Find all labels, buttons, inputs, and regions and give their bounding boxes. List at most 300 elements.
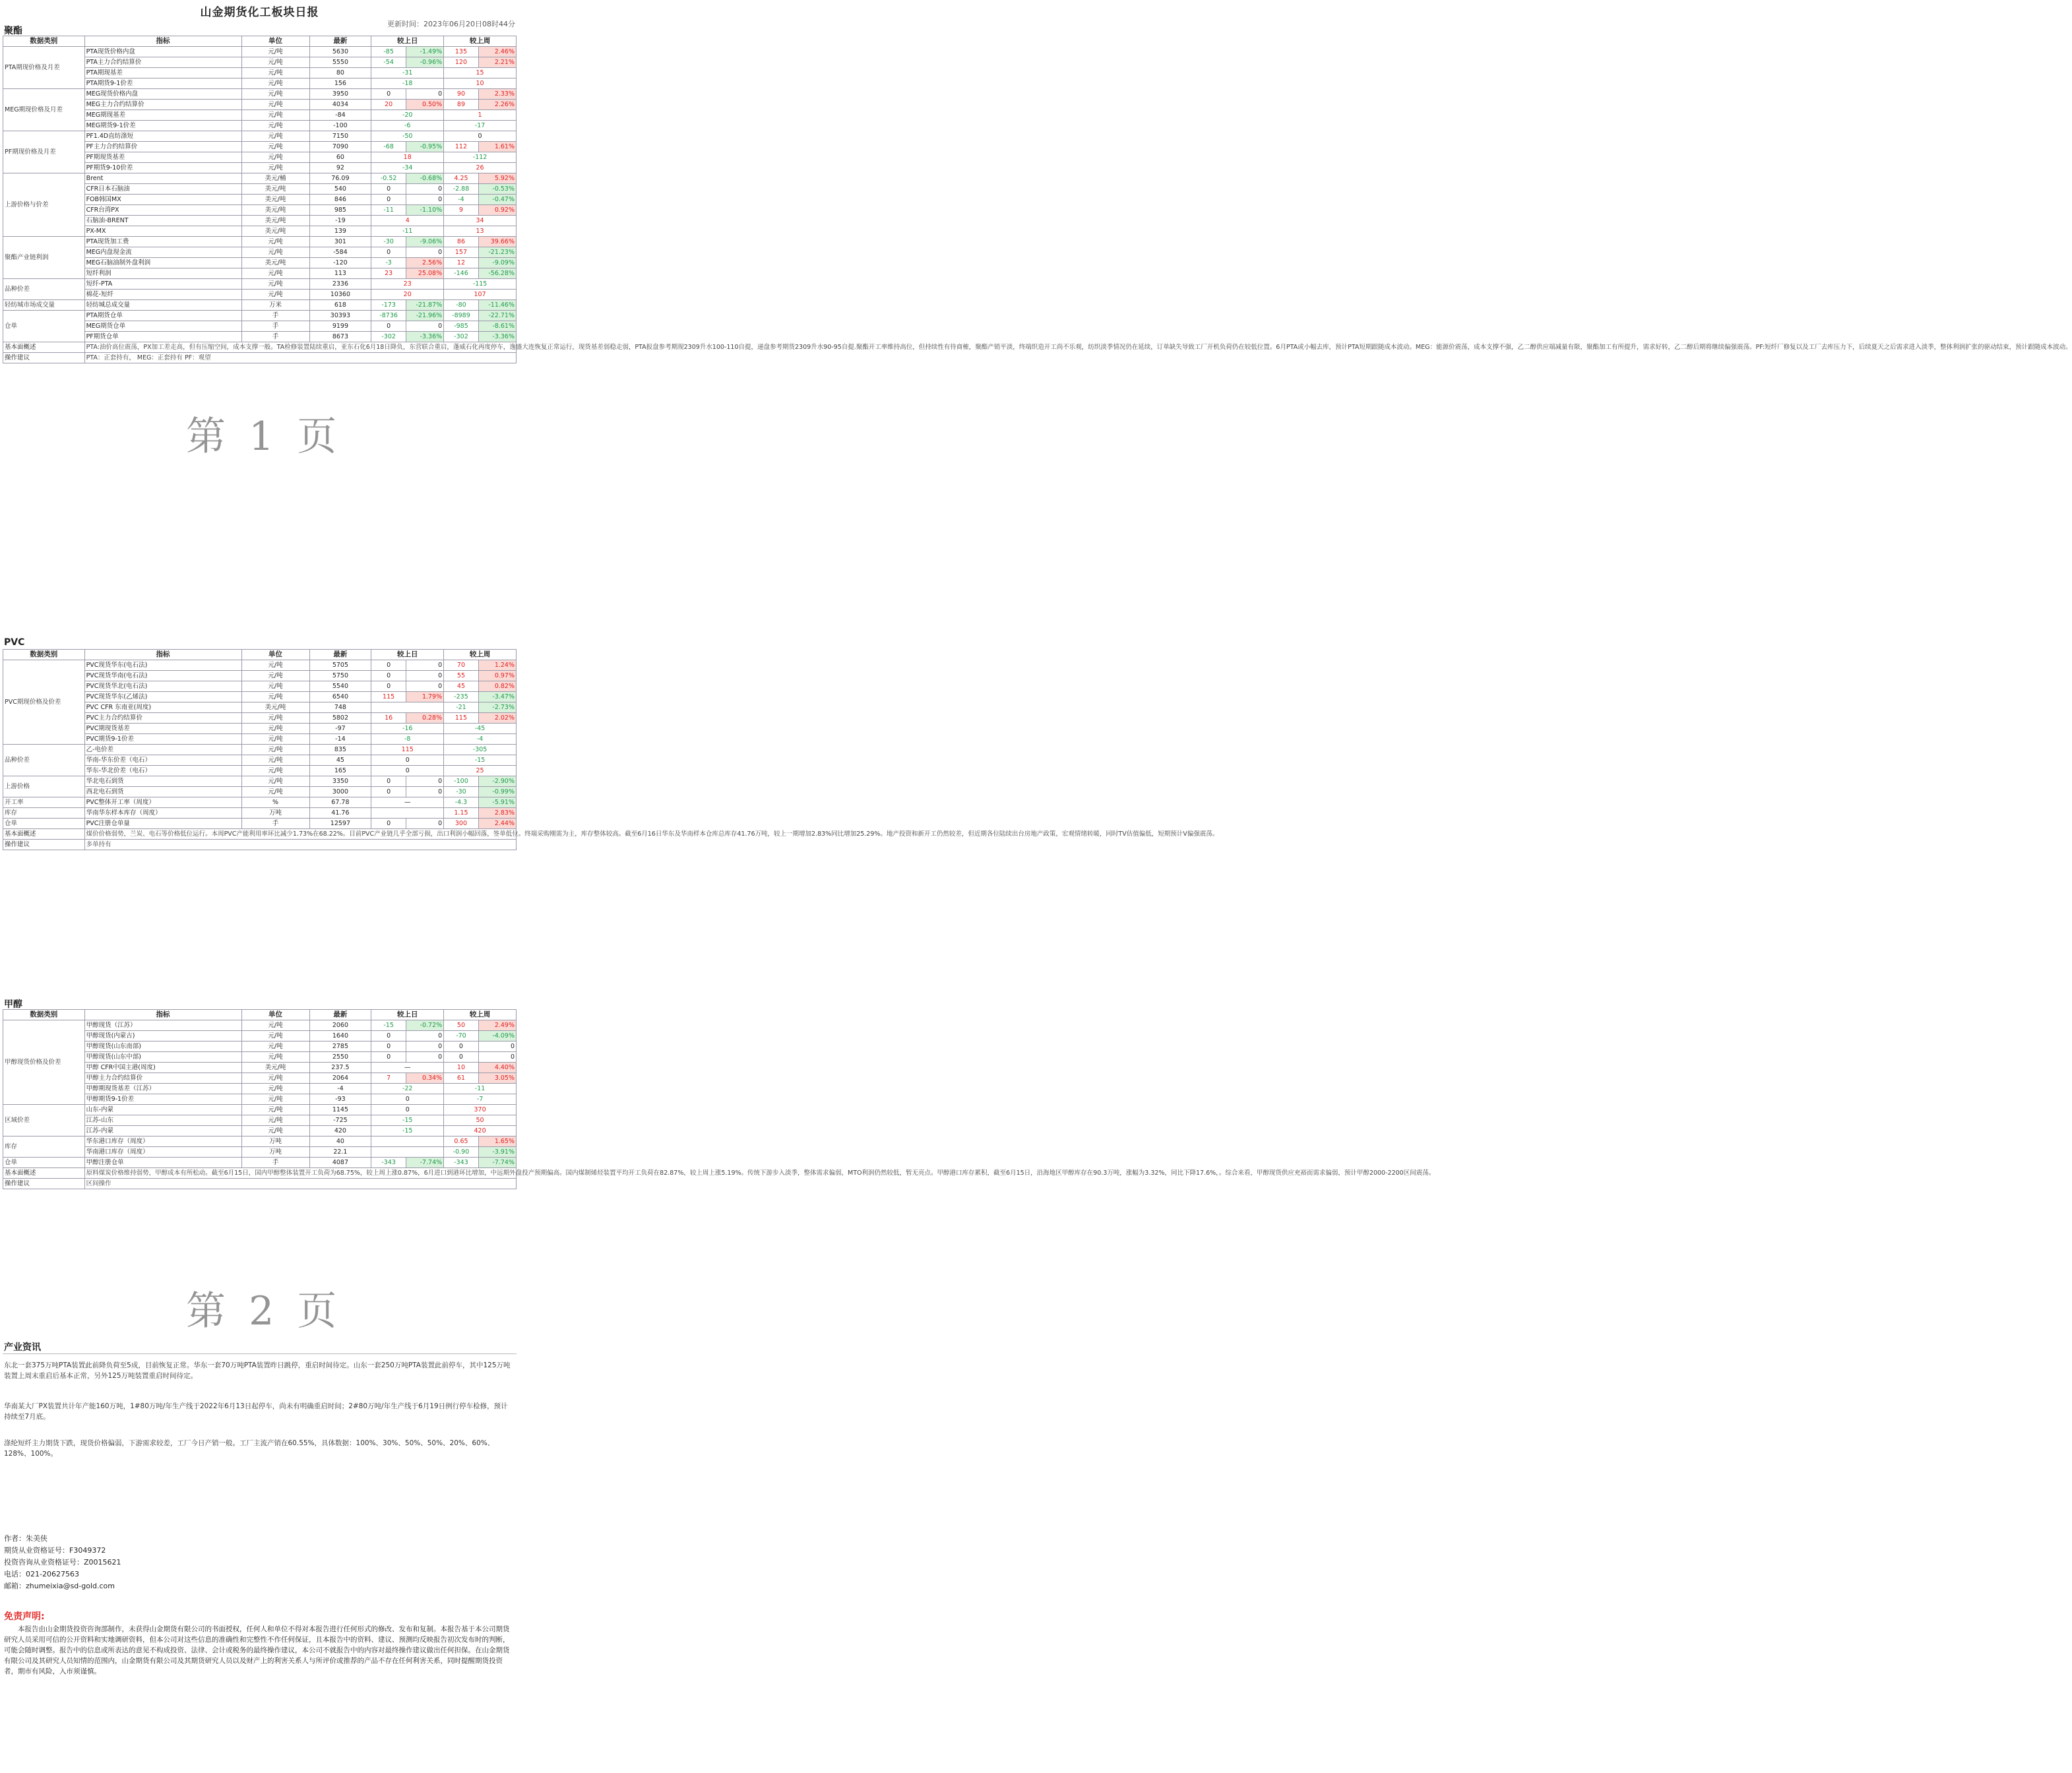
table-row [3,819,517,829]
summary-label: 基本面概述 [3,342,85,353]
divider [3,1353,517,1354]
unit-cell: 手 [241,311,309,321]
unit-cell: 元/吨 [241,290,309,300]
summary-row [3,342,517,353]
indicator-cell: MEG期货9-1价差 [84,121,241,131]
unit-cell: 元/吨 [241,1115,309,1126]
week-change-cell: -4 [444,734,517,745]
week-pct-cell: 2.33% [478,89,516,100]
day-pct-cell: 0.28% [406,713,443,724]
page-watermark-1: 第 1 页 [186,414,342,460]
week-change-cell: 120 [444,57,479,68]
week-pct-cell: 1.24% [478,660,516,671]
unit-cell: 美元/吨 [241,216,309,226]
indicator-cell: Brent [84,173,241,184]
indicator-cell: PF主力合约结算价 [84,142,241,152]
advice-text: PTA：正套持有， MEG：正套持有 PF：观望 [84,353,516,363]
table-row [3,300,517,311]
header-latest: 最新 [309,650,371,660]
week-change-cell: 25 [444,766,517,776]
latest-cell: 7090 [309,142,371,152]
day-pct-cell: 0 [406,1042,443,1052]
table-header-row [3,650,517,660]
author: 作者：朱美侠 [4,1534,47,1543]
week-pct-cell: 0 [478,1052,516,1063]
indicator-cell: 甲醇 CFR中国主港(周度) [84,1063,241,1073]
week-change-cell: 89 [444,100,479,110]
day-change-cell [371,702,444,713]
week-change-cell: -2.88 [444,184,479,195]
contact-block [4,1533,121,1592]
week-pct-cell: -0.47% [478,195,516,205]
week-change-cell: -4 [444,195,479,205]
week-change-cell: 420 [444,1126,517,1136]
unit-cell: 元/吨 [241,713,309,724]
day-change-cell: 0 [371,321,406,332]
table-row [3,1158,517,1168]
day-pct-cell: 0 [406,681,443,692]
table-row [3,131,517,142]
latest-cell: -19 [309,216,371,226]
day-change-cell: -30 [371,237,406,247]
latest-cell: 12597 [309,819,371,829]
header-prev-day: 较上日 [371,36,444,47]
week-change-cell: 0 [444,1042,479,1052]
section-polyester-title: 聚酯 [4,26,22,36]
week-pct-cell: 2.46% [478,47,516,57]
indicator-cell: PTA主力合约结算价 [84,57,241,68]
indicator-cell: 江苏-内蒙 [84,1126,241,1136]
unit-cell: 元/吨 [241,142,309,152]
report-title: 山金期货化工板块日报 [200,6,319,19]
advice-row [3,1179,517,1189]
latest-cell: -4 [309,1084,371,1094]
week-pct-cell: -2.90% [478,776,516,787]
news-item-2: 华南某大厂PX装置共计年产能160万吨，1#80万吨/年生产线于2022年6月13日起停车，尚未有明确重启时间；2#80万吨/年生产线于6月19日例行停车检修，预计持续至7月底。 [4,1402,508,1421]
day-pct-cell: 0 [406,660,443,671]
latest-cell: 5550 [309,57,371,68]
day-change-cell: 0 [371,1052,406,1063]
unit-cell: 元/吨 [241,131,309,142]
unit-cell: 万米 [241,300,309,311]
unit-cell: 元/吨 [241,1073,309,1084]
day-change-cell: 4 [371,216,444,226]
unit-cell: 手 [241,819,309,829]
week-change-cell: -343 [444,1158,479,1168]
header-indicator: 指标 [84,650,241,660]
day-change-cell: 23 [371,268,406,279]
unit-cell: 元/吨 [241,755,309,766]
summary-row [3,829,517,840]
latest-cell: 237.5 [309,1063,371,1073]
indicator-cell: MEG主力合约结算价 [84,100,241,110]
header-latest: 最新 [309,36,371,47]
phone: 电话：021-20627563 [4,1570,79,1578]
unit-cell: 元/吨 [241,57,309,68]
unit-cell: 元/吨 [241,121,309,131]
week-change-cell: 370 [444,1105,517,1115]
week-change-cell: -30 [444,787,479,797]
unit-cell: 元/吨 [241,787,309,797]
day-change-cell: -11 [371,205,406,216]
unit-cell: 元/吨 [241,1052,309,1063]
latest-cell: 92 [309,163,371,173]
week-pct-cell: 39.66% [478,237,516,247]
update-time: 更新时间：2023年06月20日08时44分 [387,20,515,28]
indicator-cell: 短纤利润 [84,268,241,279]
indicator-cell: PF1.4D直纺涤短 [84,131,241,142]
latest-cell: 6540 [309,692,371,702]
unit-cell: 万吨 [241,1136,309,1147]
category-cell: 上游价格 [3,776,85,797]
latest-cell: 40 [309,1136,371,1147]
week-change-cell: -15 [444,755,517,766]
unit-cell: 元/吨 [241,152,309,163]
unit-cell: 元/吨 [241,692,309,702]
week-change-cell: -115 [444,279,517,290]
day-change-cell: -20 [371,110,444,121]
week-change-cell: 61 [444,1073,479,1084]
week-change-cell: -235 [444,692,479,702]
week-change-cell: 26 [444,163,517,173]
day-change-cell: 0 [371,671,406,681]
indicator-cell: MEG期现基差 [84,110,241,121]
indicator-cell: 乙-电价差 [84,745,241,755]
unit-cell: 元/吨 [241,78,309,89]
week-change-cell: 135 [444,47,479,57]
indicator-cell: PVC注册仓单量 [84,819,241,829]
week-change-cell: 0 [444,1052,479,1063]
latest-cell: 301 [309,237,371,247]
advisory-license: 投资咨询从业资格证号：Z0015621 [4,1558,121,1567]
indicator-cell: PVC CFR 东南亚(周度) [84,702,241,713]
unit-cell: 手 [241,321,309,332]
table-row [3,660,517,671]
indicator-cell: 西北电石到货 [84,787,241,797]
week-pct-cell: -9.09% [478,258,516,268]
day-pct-cell: 0.34% [406,1073,443,1084]
week-pct-cell: 2.49% [478,1020,516,1031]
week-pct-cell: 0.92% [478,205,516,216]
day-change-cell: 0 [371,1042,406,1052]
week-change-cell: -17 [444,121,517,131]
futures-license: 期货从业资格证号：F3049372 [4,1546,106,1555]
header-latest: 最新 [309,1010,371,1020]
week-change-cell: -985 [444,321,479,332]
table-row [3,173,517,184]
week-pct-cell: 5.92% [478,173,516,184]
indicator-cell: 甲醇注册仓单 [84,1158,241,1168]
advice-row [3,840,517,850]
day-change-cell: 115 [371,692,406,702]
polyester-table [3,36,2072,363]
day-change-cell [371,1147,444,1158]
unit-cell: 元/吨 [241,671,309,681]
week-change-cell: 90 [444,89,479,100]
week-change-cell: 300 [444,819,479,829]
latest-cell: 3950 [309,89,371,100]
week-change-cell: 70 [444,660,479,671]
week-change-cell: -21 [444,702,479,713]
day-pct-cell: -21.87% [406,300,443,311]
latest-cell: 5750 [309,671,371,681]
advice-text: 多单持有 [84,840,516,850]
indicator-cell: MEG石脑油制外盘利润 [84,258,241,268]
category-cell: PF期现价格及月差 [3,131,85,173]
day-pct-cell: 0 [406,787,443,797]
week-change-cell: 1.15 [444,808,479,819]
day-change-cell: -85 [371,47,406,57]
unit-cell: 元/吨 [241,47,309,57]
week-pct-cell: 2.21% [478,57,516,68]
indicator-cell: PVC现货华南(电石法) [84,671,241,681]
table-row [3,311,517,321]
week-pct-cell: -7.74% [478,1158,516,1168]
latest-cell: 540 [309,184,371,195]
week-change-cell: 10 [444,1063,479,1073]
day-change-cell: -6 [371,121,444,131]
unit-cell: 万吨 [241,808,309,819]
header-indicator: 指标 [84,36,241,47]
latest-cell: 846 [309,195,371,205]
indicator-cell: MEG期货仓单 [84,321,241,332]
day-change-cell: -15 [371,1126,444,1136]
indicator-cell: MEG现货价格内盘 [84,89,241,100]
unit-cell: 元/吨 [241,100,309,110]
week-change-cell: -4.3 [444,797,479,808]
indicator-cell: MEG内盘现金流 [84,247,241,258]
day-pct-cell: -0.72% [406,1020,443,1031]
day-pct-cell: 0 [406,247,443,258]
category-cell: 甲醇现货价格及价差 [3,1020,85,1105]
latest-cell: 1640 [309,1031,371,1042]
latest-cell: 30393 [309,311,371,321]
day-pct-cell: 0 [406,195,443,205]
unit-cell: 美元/吨 [241,1063,309,1073]
week-pct-cell: 3.05% [478,1073,516,1084]
indicator-cell: 甲醇期货9-1价差 [84,1094,241,1105]
summary-label: 基本面概述 [3,1168,85,1179]
day-change-cell: 23 [371,279,444,290]
indicator-cell: 华南华东样本库存（周度） [84,808,241,819]
latest-cell: 3000 [309,787,371,797]
category-cell: 上游价格与价差 [3,173,85,237]
day-change-cell: -34 [371,163,444,173]
day-change-cell: 0 [371,660,406,671]
latest-cell: 2785 [309,1042,371,1052]
header-unit: 单位 [241,36,309,47]
day-change-cell: -15 [371,1115,444,1126]
day-change-cell: -31 [371,68,444,78]
week-change-cell: 50 [444,1115,517,1126]
indicator-cell: PVC主力合约结算价 [84,713,241,724]
header-prev-day: 较上日 [371,1010,444,1020]
week-pct-cell: 0 [478,1042,516,1052]
latest-cell: 420 [309,1126,371,1136]
latest-cell: 60 [309,152,371,163]
day-change-cell: 0 [371,89,406,100]
week-change-cell: 13 [444,226,517,237]
week-pct-cell: -3.36% [478,332,516,342]
latest-cell: 139 [309,226,371,237]
table-row [3,776,517,787]
indicator-cell: PVC现货华东(乙烯法) [84,692,241,702]
week-pct-cell: -8.61% [478,321,516,332]
day-pct-cell: 0 [406,776,443,787]
week-change-cell: 50 [444,1020,479,1031]
header-prev-week: 较上周 [444,650,517,660]
day-change-cell: 0 [371,787,406,797]
page-watermark-2: 第 2 页 [186,1288,342,1334]
email: 邮箱：zhumeixia@sd-gold.com [4,1582,115,1590]
week-pct-cell: -22.71% [478,311,516,321]
day-pct-cell: -3.36% [406,332,443,342]
advice-label: 操作建议 [3,1179,85,1189]
latest-cell: 2336 [309,279,371,290]
indicator-cell: PF期现货基差 [84,152,241,163]
day-pct-cell: -0.95% [406,142,443,152]
advice-label: 操作建议 [3,353,85,363]
unit-cell: 美元/吨 [241,195,309,205]
week-pct-cell: -0.99% [478,787,516,797]
indicator-cell: 石脑油-BRENT [84,216,241,226]
category-cell: 仓单 [3,819,85,829]
week-pct-cell: 0.82% [478,681,516,692]
week-pct-cell: -5.91% [478,797,516,808]
week-change-cell: 45 [444,681,479,692]
header-indicator: 指标 [84,1010,241,1020]
unit-cell: 元/吨 [241,745,309,755]
week-change-cell: 157 [444,247,479,258]
day-pct-cell: -9.06% [406,237,443,247]
advice-label: 操作建议 [3,840,85,850]
latest-cell: 2060 [309,1020,371,1031]
week-change-cell: -7 [444,1094,517,1105]
unit-cell: 万吨 [241,1147,309,1158]
unit-cell: 元/吨 [241,734,309,745]
day-change-cell: 0 [371,1105,444,1115]
indicator-cell: PVC整体开工率（周度） [84,797,241,808]
latest-cell: 156 [309,78,371,89]
week-change-cell: 0 [444,131,517,142]
indicator-cell: 华南-华东价差（电石） [84,755,241,766]
week-change-cell: 0.65 [444,1136,479,1147]
table-row [3,1105,517,1115]
indicator-cell: PF期货仓单 [84,332,241,342]
latest-cell: 618 [309,300,371,311]
day-change-cell: 0 [371,195,406,205]
indicator-cell: PVC期现货基差 [84,724,241,734]
week-pct-cell: -2.73% [478,702,516,713]
indicator-cell: 甲醇现货（江苏） [84,1020,241,1031]
unit-cell: 元/吨 [241,776,309,787]
day-pct-cell: -1.10% [406,205,443,216]
latest-cell: 9199 [309,321,371,332]
day-change-cell: 16 [371,713,406,724]
day-change-cell: — [371,797,444,808]
day-change-cell: 0 [371,819,406,829]
header-category: 数据类别 [3,1010,85,1020]
unit-cell: 元/吨 [241,110,309,121]
advice-text: 区间操作 [84,1179,516,1189]
week-pct-cell: 0.97% [478,671,516,681]
week-pct-cell: -11.46% [478,300,516,311]
day-pct-cell: 0 [406,819,443,829]
pvc-table [3,649,1219,850]
latest-cell: 67.78 [309,797,371,808]
header-category: 数据类别 [3,36,85,47]
table-header-row [3,1010,517,1020]
latest-cell: 41.76 [309,808,371,819]
indicator-cell: FOB韩国MX [84,195,241,205]
week-change-cell: 10 [444,78,517,89]
latest-cell: 2550 [309,1052,371,1063]
day-change-cell: -11 [371,226,444,237]
table-row [3,1136,517,1147]
disclaimer-text: 本报告由山金期货投资咨询部制作，未获得山金期货有限公司的书面授权，任何人和单位不得对本报告进行任何形式的修改、发布和复制。本报告基于本公司期货研究人员采用可信的公开资料和实地调研资料，但本公司对这些信息的准确性和完整性不作任何保证，且本报告中的资料、建议、预测均反映报告初次发布时的判断，可能会随时调整。报告中的信息或所表达的意见不构成投资、法律、会计或税务的最终操作建议，本公司不就报告中的内容对最终操作建议做出任何担保。在山金期货有限公司及其研究人员知情的范围内，山金期货有限公司及其期货研究人员以及财产上的利害关系人与所评价或推荐的产品不存在任何利害关系，同时提醒期货投资者，期市有风险，入市须谨慎。 [4,1625,510,1675]
unit-cell: 元/吨 [241,237,309,247]
header-category: 数据类别 [3,650,85,660]
week-change-cell: -302 [444,332,479,342]
table-row [3,745,517,755]
indicator-cell: PVC期货9-1价差 [84,734,241,745]
category-cell: PVC期现价格及价差 [3,660,85,745]
day-pct-cell: 0 [406,184,443,195]
disclaimer-title: 免责声明: [4,1611,45,1622]
indicator-cell: 江苏-山东 [84,1115,241,1126]
unit-cell: 元/吨 [241,247,309,258]
day-change-cell: 0 [371,766,444,776]
week-change-cell: 9 [444,205,479,216]
day-pct-cell: 1.79% [406,692,443,702]
section-methanol-title: 甲醇 [4,999,22,1010]
latest-cell: 2064 [309,1073,371,1084]
week-change-cell: -100 [444,776,479,787]
unit-cell: 元/吨 [241,279,309,290]
indicator-cell: 短纤-PTA [84,279,241,290]
indicator-cell: PVC现货华北(电石法) [84,681,241,692]
day-change-cell: -54 [371,57,406,68]
week-pct-cell: -56.28% [478,268,516,279]
day-change-cell: -18 [371,78,444,89]
week-pct-cell: -3.91% [478,1147,516,1158]
unit-cell: 元/吨 [241,681,309,692]
category-cell: 品种价差 [3,279,85,300]
day-pct-cell: -7.74% [406,1158,443,1168]
indicator-cell: CFR日本石脑油 [84,184,241,195]
week-change-cell: -146 [444,268,479,279]
day-change-cell: 0 [371,681,406,692]
table-row [3,47,517,57]
table-row [3,89,517,100]
unit-cell: 元/吨 [241,1042,309,1052]
day-change-cell: -50 [371,131,444,142]
week-change-cell: -112 [444,152,517,163]
day-pct-cell: 0 [406,1031,443,1042]
header-unit: 单位 [241,650,309,660]
category-cell: 开工率 [3,797,85,808]
header-unit: 单位 [241,1010,309,1020]
week-change-cell: -305 [444,745,517,755]
summary-label: 基本面概述 [3,829,85,840]
latest-cell: 8673 [309,332,371,342]
week-pct-cell: 1.61% [478,142,516,152]
day-change-cell: 7 [371,1073,406,1084]
latest-cell: -100 [309,121,371,131]
latest-cell: 5630 [309,47,371,57]
indicator-cell: 华东-华北价差（电石） [84,766,241,776]
day-change-cell: — [371,1063,444,1073]
